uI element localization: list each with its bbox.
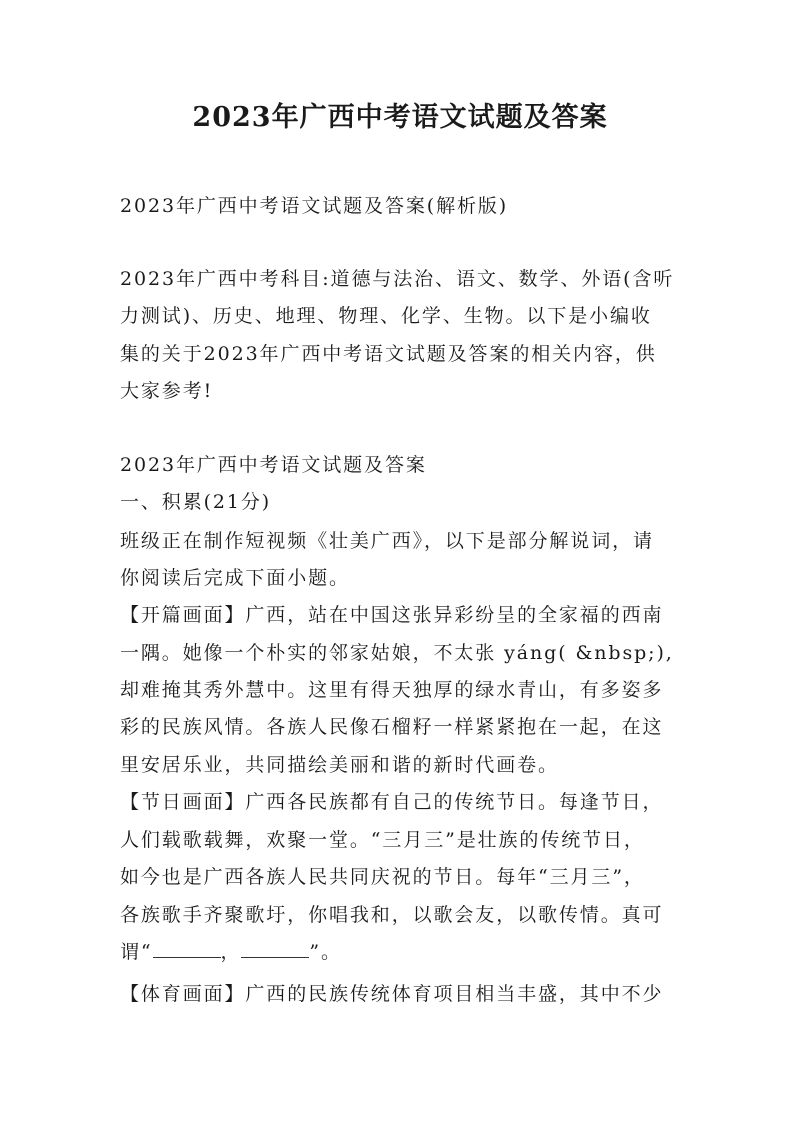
fill-blank-1[interactable] [153, 939, 221, 958]
festival-line-2: 人们载歌载舞，欢聚一堂。“三月三”是壮族的传统节日， [120, 829, 645, 851]
festival-fill-line [120, 938, 342, 966]
task-line-2: 你阅读后完成下面小题。 [120, 567, 350, 589]
section-heading: 2023年广西中考语文试题及答案 [120, 454, 427, 476]
fill-prefix: 谓“ [120, 941, 153, 963]
intro-line-3: 集的关于2023年广西中考语文试题及答案的相关内容，供 [120, 343, 657, 365]
fill-separator: ， [220, 941, 242, 963]
festival-line-4: 各族歌手齐聚歌圩，你唱我和，以歌会友，以歌传情。真可 [120, 904, 664, 926]
document-subtitle: 2023年广西中考语文试题及答案(解析版) [120, 195, 509, 217]
opening-line-1: 【开篇画面】广西，站在中国这张异彩纷呈的全家福的西南 [120, 604, 664, 626]
fill-blank-2[interactable] [241, 939, 309, 958]
part-heading: 一、积累(21分) [120, 491, 272, 513]
opening-line-2: 一隅。她像一个朴实的邻家姑娘，不太张 yáng( &nbsp;), [120, 642, 674, 664]
task-line-1: 班级正在制作短视频《壮美广西》，以下是部分解说词，请 [120, 530, 654, 552]
intro-line-2: 力测试)、历史、地理、物理、化学、生物。以下是小编收 [120, 305, 652, 327]
intro-line-1: 2023年广西中考科目:道德与法治、语文、数学、外语(含听 [120, 268, 675, 290]
opening-line-5: 里安居乐业，共同描绘美丽和谐的新时代画卷。 [120, 754, 559, 776]
festival-line-1: 【节日画面】广西各民族都有自己的传统节日。每逢节日， [120, 791, 664, 813]
opening-line-3: 却难掩其秀外慧中。这里有得天独厚的绿水青山，有多姿多 [120, 679, 664, 701]
fill-suffix: ”。 [309, 941, 342, 963]
festival-line-3: 如今也是广西各族人民共同庆祝的节日。每年“三月三”， [120, 866, 645, 888]
sports-line-1: 【体育画面】广西的民族传统体育项目相当丰盛，其中不少 [120, 983, 664, 1005]
intro-line-4: 大家参考! [120, 380, 214, 402]
opening-line-4: 彩的民族风情。各族人民像石榴籽一样紧紧抱在一起，在这 [120, 716, 664, 738]
document-title: 2023年广西中考语文试题及答案 [192, 102, 608, 133]
